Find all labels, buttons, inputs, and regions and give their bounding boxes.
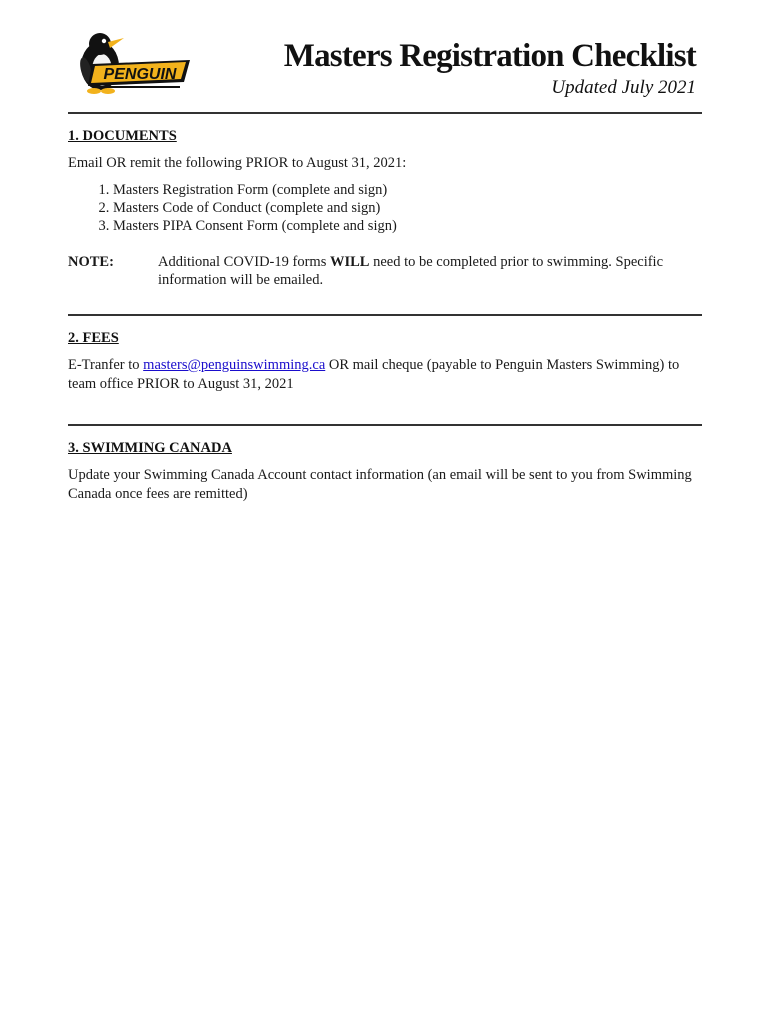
header (68, 0, 702, 112)
note-text-start: Additional COVID-19 forms (158, 254, 330, 270)
documents-intro: Email OR remit the following PRIOR to August 31, 2021: (68, 155, 407, 171)
documents-section (68, 114, 702, 314)
logo-wordmark: PENGUIN (103, 66, 177, 83)
note-label: NOTE: (68, 254, 114, 270)
fees-text-end: OR mail cheque (payable to Penguin Masters Swimming) to team office PRIOR to August 31, 2021 (68, 357, 680, 392)
page-title: Masters Registration Checklist (283, 38, 696, 74)
note-text-end: need to be completed prior to swimming. Specific information will be emailed. (158, 254, 664, 288)
swimming-canada-section (68, 426, 702, 504)
documents-heading: 1. DOCUMENTS (68, 128, 177, 144)
fees-text-start: E-Tranfer to (68, 357, 144, 373)
fees-section (68, 316, 702, 424)
list-item: 3. Masters PIPA Consent Form (complete and sign) (113, 217, 702, 235)
penguin-logo-icon (72, 30, 190, 96)
list-item: 1. Masters Registration Form (complete and sign) (113, 181, 702, 199)
swimming-canada-text: Update your Swimming Canada Account contact information (an email will be sent to you from Swimming Canada once fees are remitted) (68, 467, 692, 502)
note (68, 253, 702, 289)
note-text (158, 253, 702, 289)
updated-date: Updated July 2021 (551, 77, 696, 98)
penguin-logo (72, 30, 190, 96)
list-item: 2. Masters Code of Conduct (complete and sign) (113, 199, 702, 217)
swimming-canada-heading: 3. SWIMMING CANADA (68, 440, 232, 456)
documents-list (68, 181, 702, 235)
fees-email-link[interactable]: masters@penguinswimming.ca (143, 357, 326, 373)
note-emphasis: WILL (329, 254, 370, 270)
fees-text (68, 356, 702, 394)
document-page (68, 0, 702, 504)
fees-heading: 2. FEES (68, 330, 119, 346)
